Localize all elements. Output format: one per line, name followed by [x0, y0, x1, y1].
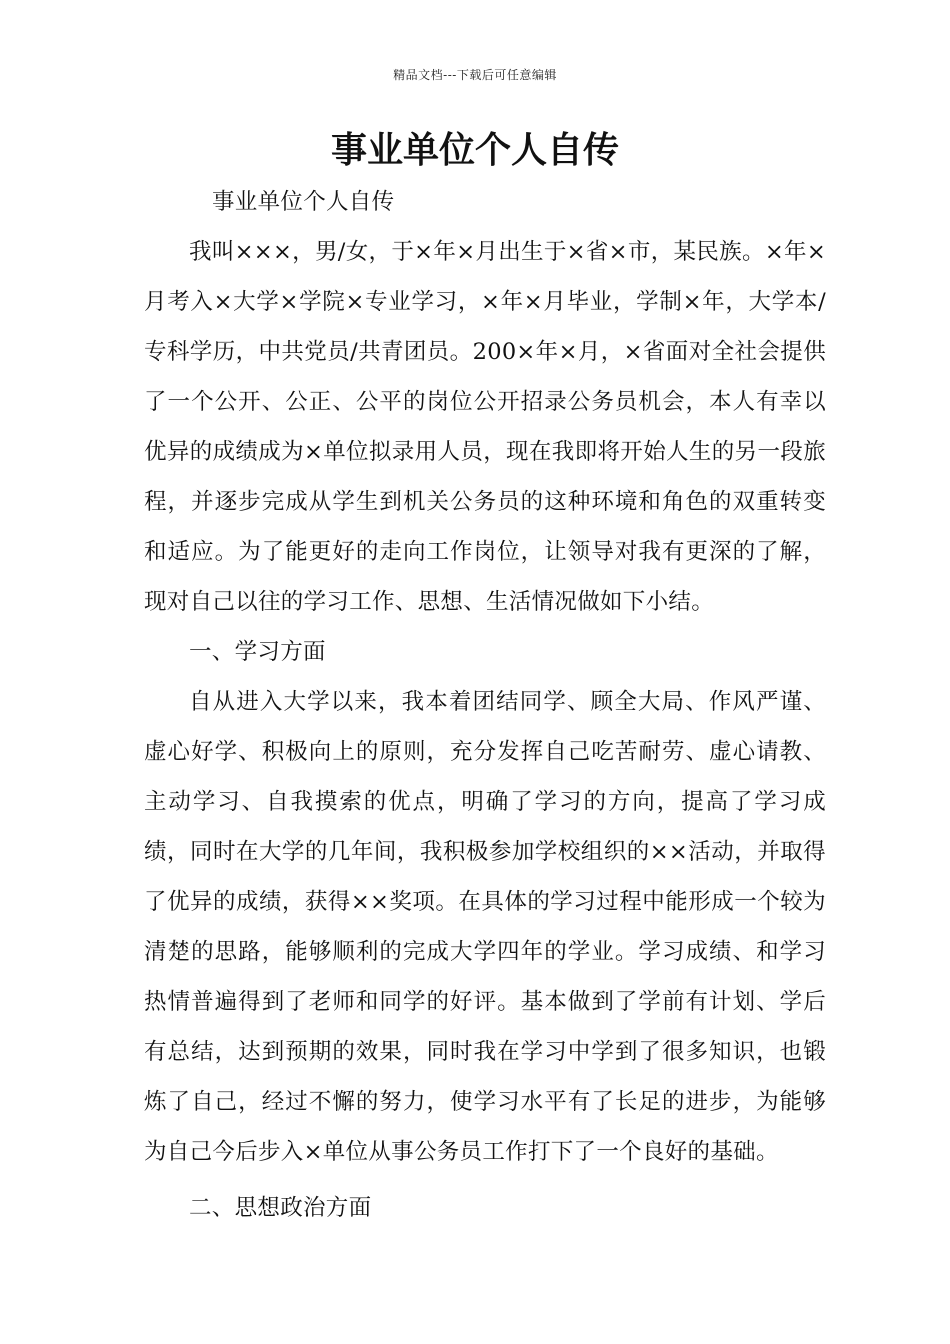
intro-paragraph: 我叫×××，男/女，于×年×月出生于×省×市，某民族。×年×月考入×大学×学院×专业学习，×年×月毕业，学制×年，大学本/专科学历，中共党员/共青团员。200×年×月，×省面对全社会提供了一个公开、公正、公平的岗位公开招录公务员机会，本人有幸以优异的成绩成为×单位拟录用人员，现在我即将开始人生的另一段旅程，并逐步完成从学生到机关公务员的这种环境和角色的双重转变和适应。为了能更好的走向工作岗位，让领导对我有更深的了解，现对自己以往的学习工作、思想、生活情况做如下小结。 — [144, 239, 826, 615]
document-subtitle: 事业单位个人自传 — [212, 189, 395, 215]
section-heading-politics: 二、思想政治方面 — [189, 1195, 372, 1221]
page-header-note: 精品文档---下载后可任意编辑 — [393, 68, 557, 82]
study-paragraph: 自从进入大学以来，我本着团结同学、顾全大局、作风严谨、虚心好学、积极向上的原则，充分发挥自己吃苦耐劳、虚心请教、主动学习、自我摸索的优点，明确了学习的方向，提高了学习成绩，同时在大学的几年间，我积极参加学校组织的××活动，并取得了优异的成绩，获得××奖项。在具体的学习过程中能形成一个较为清楚的思路，能够顺利的完成大学四年的学业。学习成绩、和学习热情普遍得到了老师和同学的好评。基本做到了学前有计划、学后有总结，达到预期的效果，同时我在学习中学到了很多知识，也锻炼了自己，经过不懈的努力，使学习水平有了长足的进步，为能够为自己今后步入×单位从事公务员工作打下了一个良好的基础。 — [144, 689, 826, 1165]
section-heading-study: 一、学习方面 — [189, 639, 326, 665]
document-title: 事业单位个人自传 — [330, 130, 619, 171]
document-body — [144, 177, 826, 1233]
